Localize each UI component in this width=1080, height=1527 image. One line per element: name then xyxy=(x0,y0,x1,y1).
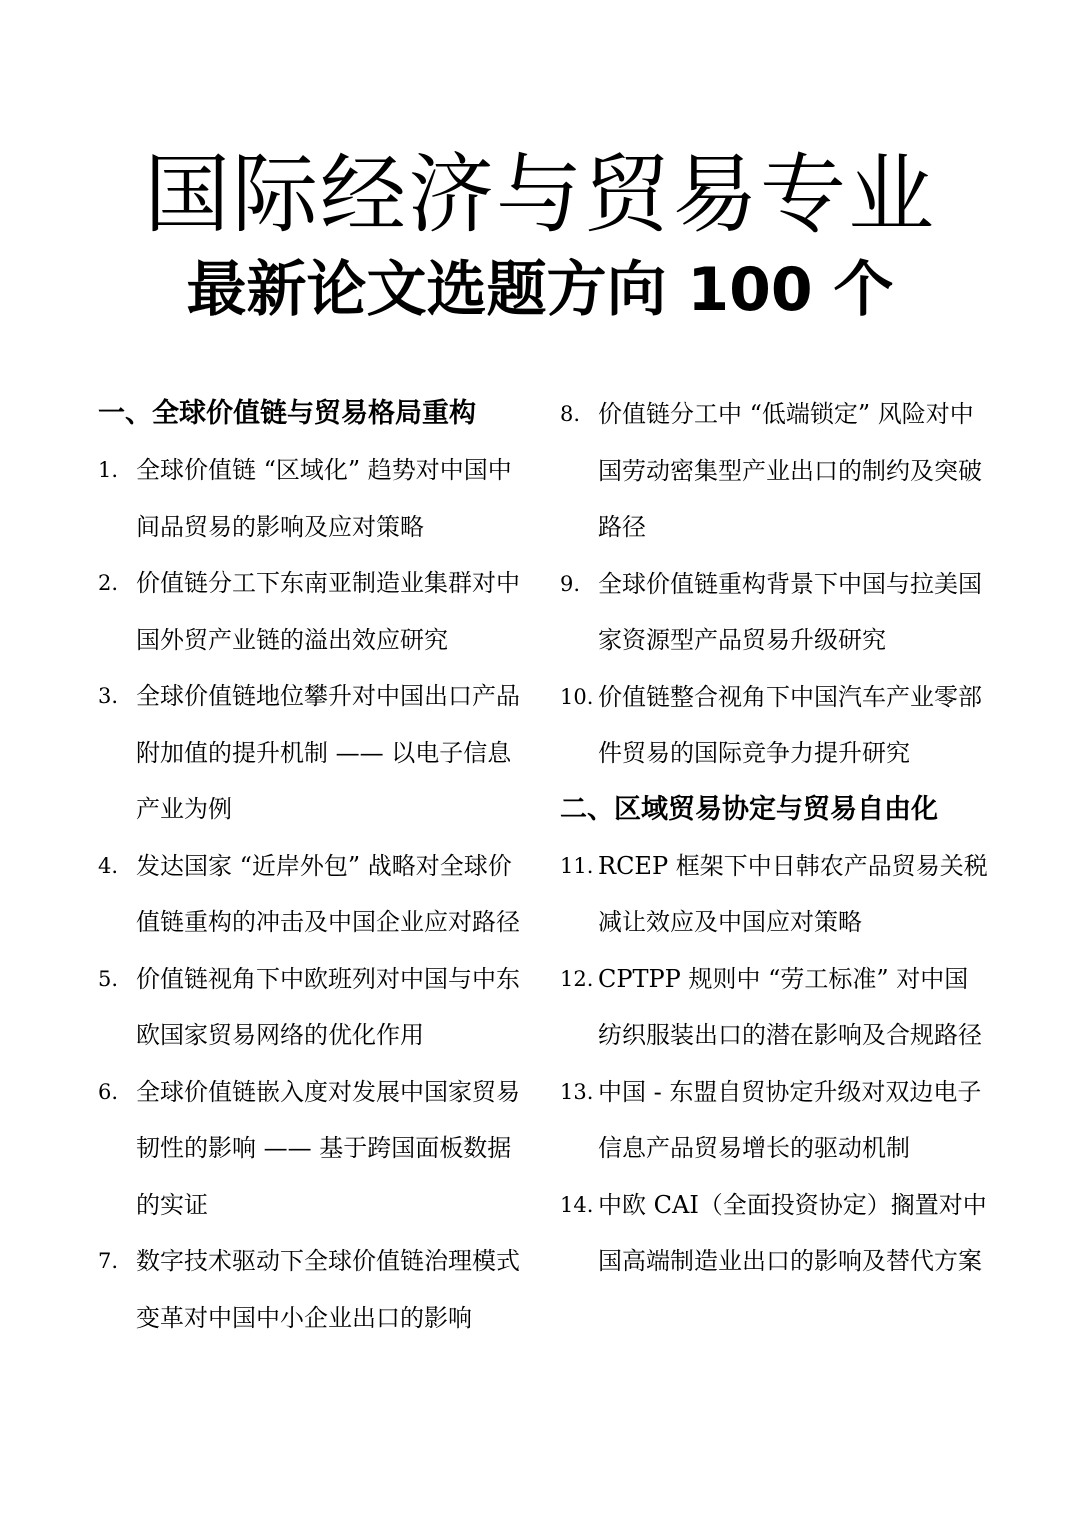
item-text: 中国 - 东盟自贸协定升级对双边电子信息产品贸易增长的驱动机制 xyxy=(598,1077,982,1162)
item-number: 12. xyxy=(560,966,594,991)
item-number: 14. xyxy=(560,1192,594,1217)
item-number: 10. xyxy=(560,684,594,709)
item-number: 9. xyxy=(560,571,581,596)
item-number: 7. xyxy=(98,1249,119,1273)
list-item xyxy=(98,1233,530,1346)
item-number: 6. xyxy=(98,1079,119,1104)
left-column xyxy=(98,386,530,1346)
list-item xyxy=(560,1064,990,1177)
item-text: 中欧 CAI（全面投资协定）搁置对中国高端制造业出口的影响及替代方案 xyxy=(598,1190,987,1275)
item-number: 2. xyxy=(98,571,119,595)
item-number: 11. xyxy=(560,853,594,878)
list-item xyxy=(560,951,990,1064)
section-heading-2: 二、区域贸易协定与贸易自由化 xyxy=(560,793,938,825)
item-text: 全球价值链地位攀升对中国出口产品附加值的提升机制 —— 以电子信息产业为例 xyxy=(136,682,520,823)
item-text: 发达国家 “近岸外包” 战略对全球价值链重构的冲击及中国企业应对路径 xyxy=(136,851,520,936)
item-number: 8. xyxy=(560,402,581,426)
item-text: RCEP 框架下中日韩农产品贸易关税减让效应及中国应对策略 xyxy=(598,851,988,936)
list-item xyxy=(560,1177,990,1290)
item-number: 1. xyxy=(98,458,119,482)
list-item xyxy=(560,838,990,951)
list-item xyxy=(98,951,530,1064)
list-item xyxy=(560,386,990,556)
document-title: 国际经济与贸易专业 xyxy=(144,145,936,245)
item-text: 数字技术驱动下全球价值链治理模式变革对中国中小企业出口的影响 xyxy=(136,1247,520,1332)
item-text: 全球价值链嵌入度对发展中国家贸易韧性的影响 —— 基于跨国面板数据的实证 xyxy=(136,1077,520,1219)
list-item xyxy=(98,1064,530,1234)
list-item xyxy=(560,556,990,669)
item-number: 13. xyxy=(560,1079,594,1104)
list-item xyxy=(98,555,530,668)
item-text: 价值链分工中 “低端锁定” 风险对中国劳动密集型产业出口的制约及突破路径 xyxy=(598,400,982,541)
item-number: 5. xyxy=(98,966,119,991)
item-text: CPTPP 规则中 “劳工标准” 对中国纺织服装出口的潜在影响及合规路径 xyxy=(598,964,982,1049)
item-text: 价值链视角下中欧班列对中国与中东欧国家贸易网络的优化作用 xyxy=(136,964,520,1049)
item-text: 全球价值链 “区域化” 趋势对中国中间品贸易的影响及应对策略 xyxy=(136,456,512,541)
list-item xyxy=(98,838,530,951)
list-item xyxy=(98,668,530,838)
right-column xyxy=(560,386,990,1290)
item-text: 价值链整合视角下中国汽车产业零部件贸易的国际竞争力提升研究 xyxy=(598,682,982,767)
list-item xyxy=(98,442,530,555)
item-number: 4. xyxy=(98,853,119,878)
list-item xyxy=(560,669,990,782)
item-text: 价值链分工下东南亚制造业集群对中国外贸产业链的溢出效应研究 xyxy=(136,569,520,654)
item-text: 全球价值链重构背景下中国与拉美国家资源型产品贸易升级研究 xyxy=(598,569,982,654)
item-number: 3. xyxy=(98,684,119,708)
section-heading-1: 一、全球价值链与贸易格局重构 xyxy=(98,398,476,429)
document-subtitle: 最新论文选题方向 100 个 xyxy=(186,255,894,325)
